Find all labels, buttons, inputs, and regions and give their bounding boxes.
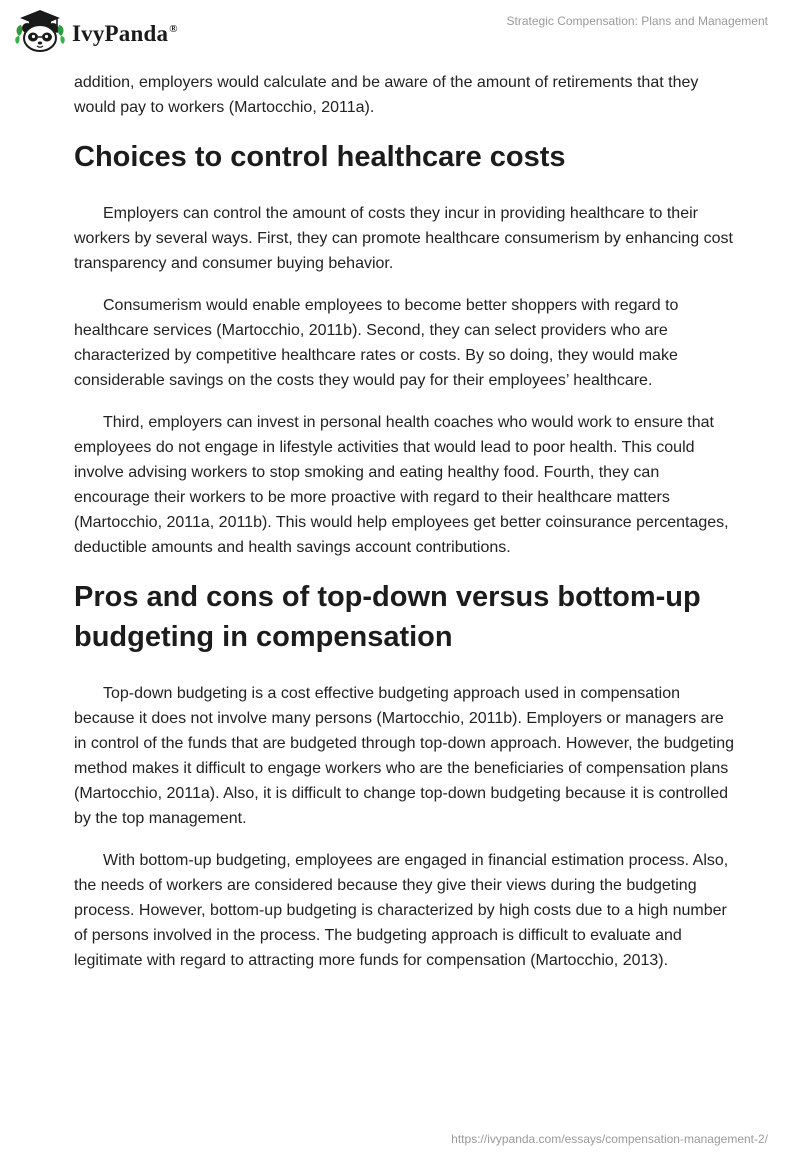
section-heading-healthcare-costs: Choices to control healthcare costs [74, 141, 566, 173]
document-title: Strategic Compensation: Plans and Management [506, 14, 768, 28]
paragraph: With bottom-up budgeting, employees are engaged in financial estimation process. Also, the needs of workers are considered because they give their views during the budgeting process. However, bottom-up budgeting is characterized by high costs due to a high number of persons involved in the process. The budgeting approach is difficult to evaluate and legitimate with regard to attracting more funds for compensation (Martocchio, 2013). [74, 852, 729, 969]
intro-paragraph: addition, employers would calculate and be aware of the amount of retirements that they would pay to workers (Martocchio, 2011a). [74, 74, 699, 116]
source-url[interactable]: https://ivypanda.com/essays/compensation-management-2/ [451, 1132, 768, 1146]
paragraph: Consumerism would enable employees to become better shoppers with regard to healthcare services (Martocchio, 2011b). Second, they can select providers who are characterized by competitive healthcare rates or costs. By so doing, they would make considerable savings on the costs they would pay for their employees’ healthcare. [74, 297, 679, 389]
essay-body [74, 70, 734, 990]
paragraph: Top-down budgeting is a cost effective budgeting approach used in compensation because it does not involve many persons (Martocchio, 2011b). Employers or managers are in control of the funds that are budgeted through top-down approach. However, the budgeting method makes it difficult to engage workers who are the beneficiaries of compensation plans (Martocchio, 2011a). Also, it is difficult to change top-down budgeting because it is controlled by the top management. [74, 685, 735, 827]
paragraph: Third, employers can invest in personal health coaches who would work to ensure that employees do not engage in lifestyle activities that would lead to poor health. This could involve advising workers to stop smoking and eating healthy food. Fourth, they can encourage their workers to be more proactive with regard to their healthcare matters (Martocchio, 2011a, 2011b). This would help employees get better coinsurance percentages, deductible amounts and health savings account contributions. [74, 414, 729, 556]
ivypanda-logo[interactable] [14, 8, 178, 54]
page-header [0, 0, 800, 62]
section-heading-budgeting: Pros and cons of top-down versus bottom-up budgeting in compensation [74, 581, 701, 653]
logo-text: IvyPanda® [72, 20, 178, 46]
paragraph: Employers can control the amount of costs they incur in providing healthcare to their workers by several ways. First, they can promote healthcare consumerism by enhancing cost transparency and consumer buying behavior. [74, 205, 733, 272]
panda-graduate-icon [14, 8, 66, 54]
